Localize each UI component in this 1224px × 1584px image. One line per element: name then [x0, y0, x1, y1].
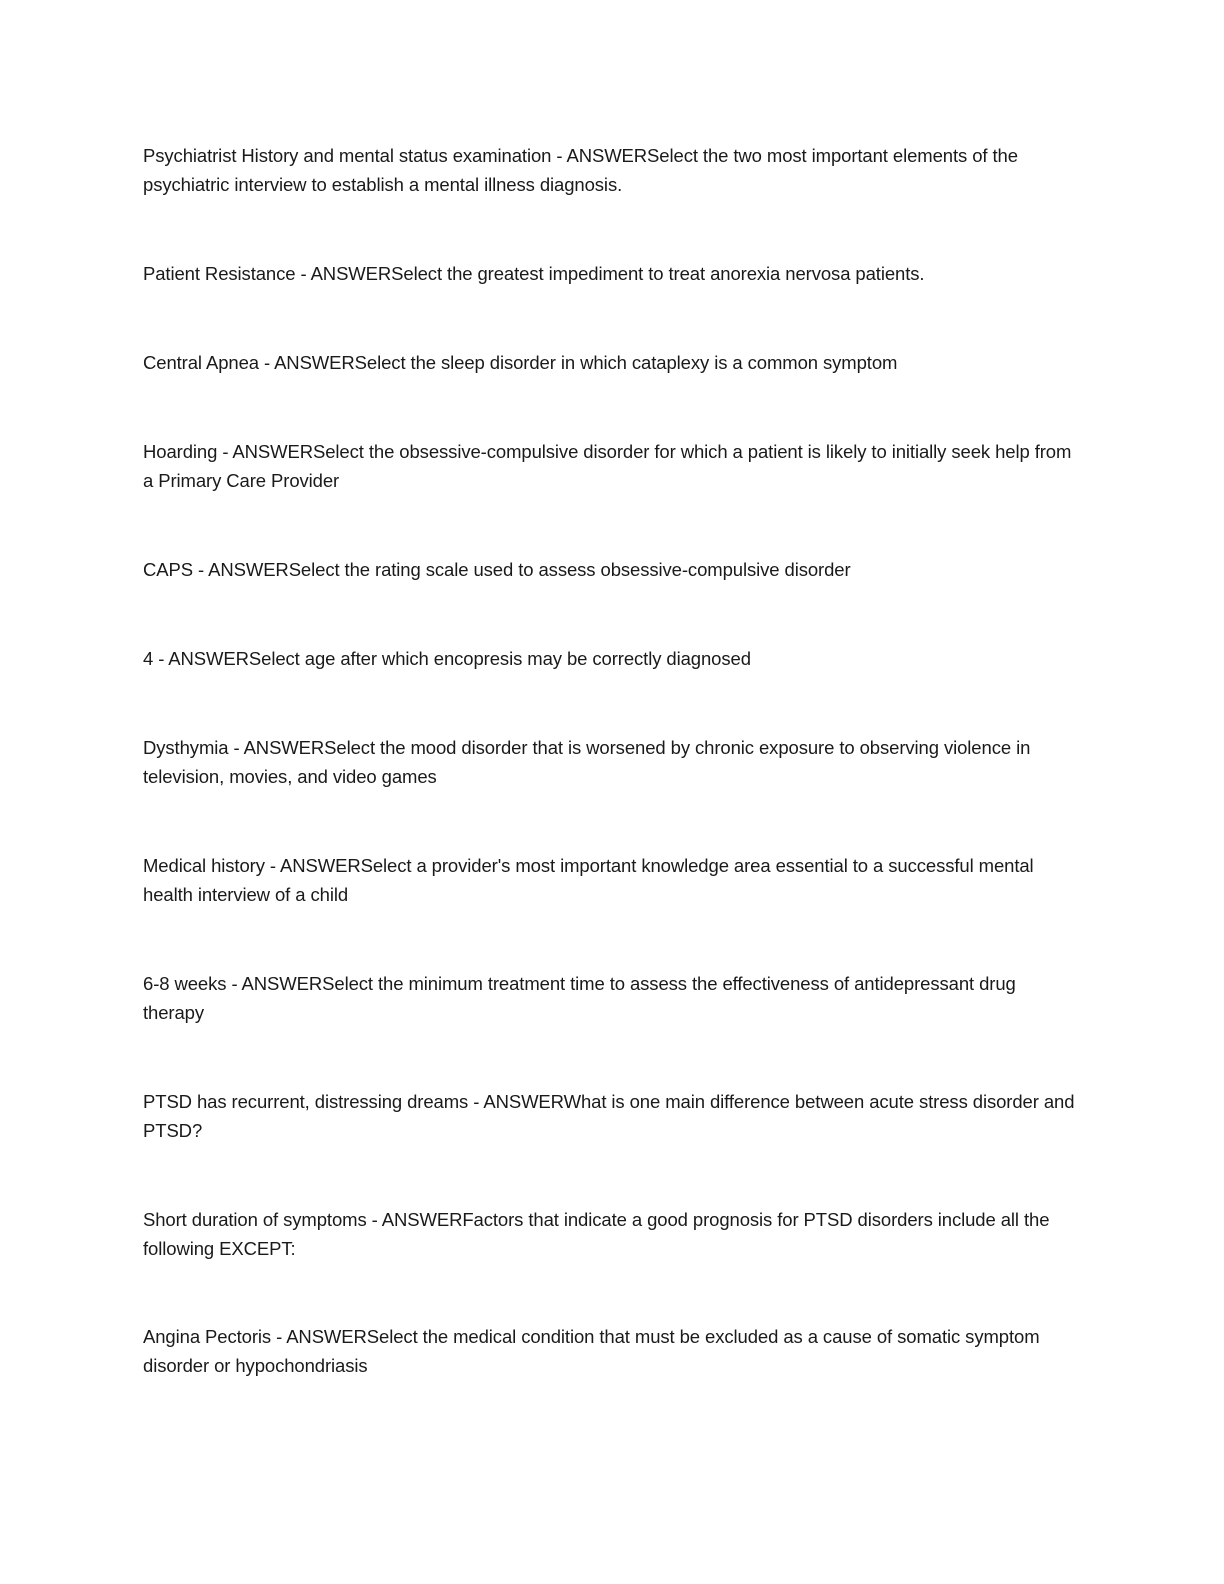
qa-entry-11: Short duration of symptoms - ANSWERFactors that indicate a good prognosis for PTSD disorders include all the following EXCEPT:: [143, 1209, 1050, 1259]
qa-entry-10: PTSD has recurrent, distressing dreams - ANSWERWhat is one main difference between acute stress disorder and PTSD?: [143, 1091, 1075, 1141]
qa-entry-1: Psychiatrist History and mental status examination - ANSWERSelect the two most important elements of the psychiatric interview to establish a mental illness diagnosis.: [143, 145, 1018, 195]
qa-entry-4: Hoarding - ANSWERSelect the obsessive-compulsive disorder for which a patient is likely to initially seek help from a Primary Care Provider: [143, 441, 1072, 491]
qa-entry-7: Dysthymia - ANSWERSelect the mood disorder that is worsened by chronic exposure to observing violence in television, movies, and video games: [143, 737, 1031, 787]
qa-entry-12: Angina Pectoris - ANSWERSelect the medical condition that must be excluded as a cause of somatic symptom disorder or hypochondriasis: [143, 1326, 1040, 1376]
qa-entry-8: Medical history - ANSWERSelect a provider's most important knowledge area essential to a successful mental health interview of a child: [143, 855, 1034, 905]
qa-entry-9: 6-8 weeks - ANSWERSelect the minimum treatment time to assess the effectiveness of antidepressant drug therapy: [143, 973, 1016, 1023]
qa-entry-3: Central Apnea - ANSWERSelect the sleep disorder in which cataplexy is a common symptom: [143, 352, 898, 373]
qa-entry-5: CAPS - ANSWERSelect the rating scale used to assess obsessive-compulsive disorder: [143, 559, 851, 580]
qa-entry-6: 4 - ANSWERSelect age after which encopresis may be correctly diagnosed: [143, 648, 751, 669]
qa-entry-2: Patient Resistance - ANSWERSelect the greatest impediment to treat anorexia nervosa patients.: [143, 263, 925, 284]
